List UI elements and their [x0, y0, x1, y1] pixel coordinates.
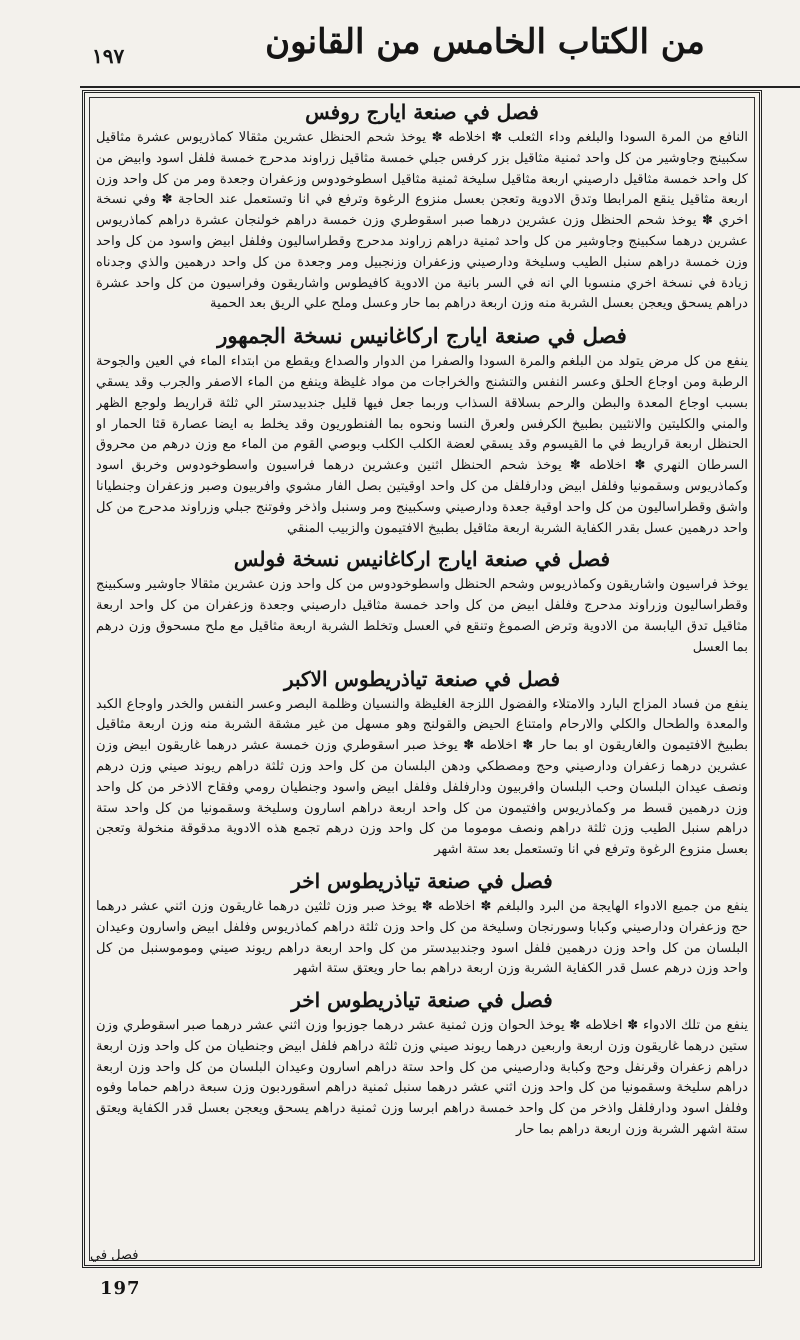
- section-body: النافع من المرة السودا والبلغم وداء الثعلب ✽ اخلاطه ✽ يوخذ شحم الحنظل عشرين مثقالا كماذريوس عشرة مثاقيل سكبينج وجاوشير من كل واحد ثمنية مثاقيل بزر كرفس جبلي خمسة مثاقيل زراوند مدحرج خمسة فلفل اسود وابيض من كل واحد خمسة مثاقيل دارصيني اربعة مثاقيل سليخة ثمنية مثاقيل اسطوخودوس وزعفران وجعدة ومر من كل واحد وزن اربعة مثاقيل ينقع المرابطا وتدق الادوية وتعجن بعسل منزوع الرغوة وترفع في انا وتستعمل عند الحاجة ✽ وفي نسخة اخري ✽ يوخذ شحم الحنظل وزن عشرين درهما صبر اسقوطري وزن خمسة دراهم خولنجان عشرة دراهم كماذريوس عشرين درهما سكبينج وجاوشير من كل واحد ثمنية دراهم زراوند مدحرج وقطراساليون وفلفل ابيض واسود من كل واحد وزن خمسة دراهم سنبل الطيب وسليخة ودارصيني وزعفران وزنجبيل ومر وجعدة من كل واحد درهمين والذي وجدناه زيادة في نسخة اخري منسوبا الي انه في السر بانية من الادوية كافيطوس واشاريقون وفراسيون من كل واحد عشرة دراهم يسحق ويعجن بعسل الشربة منه وزن اربعة دراهم بما حار وعسل وملح علي الريق بعد الحمية: [96, 130, 748, 312]
- section-body: ينفع من كل مرض يتولد من البلغم والمرة السودا والصفرا من الدوار والصداع ويقطع من ابتداء الماء في العين والجوحة الرطبة ومن اوجاع الحلق وعسر النفس والتشنج والخراجات من مواد غليظة وينفع من الماء الاصفر والجرب وقد يسقي بسبب اوجاع المعدة والبطن والرحم بسلاقة السذاب وربما جعل فيها قليل جندبيدستر الي ثلثة قراريط ولوجع الظهر والمني والكليتين والانثيين بطبيخ الكرفس ولعرق النسا ونحوه بما الفنطوريون وقد يخلط به ايضا عصارة قثا الحمار او الحنظل اربعة قراريط في ما القيسوم وقد يسقي لعضة الكلب الكلب وبوصي القوم من الماء مع وزن درهم من محروق السرطان النهري ✽ اخلاطه ✽ يوخذ شحم الحنظل اثنين وعشرين درهما فراسيون واسطوخودوس وخربق اسود وكماذريوس وسقمونيا وفلفل ابيض ودارفلفل من كل واحد اوقيتين بصل الفار مشوي وافربيون وصبر وزعفران وجنطيانا واشق وقطراساليون من كل واحد اوقية جعدة ودارصيني وسكبينج ومر وسنبل واذخر وفوتنج جبلي وزراوند مدحرج من كل واحد درهمين عسل بقدر الكفاية الشربة اربعة مثاقيل بطبيخ الافتيمون والزبيب المنقي: [96, 354, 748, 536]
- section-body: ينفع من تلك الادواء ✽ اخلاطه ✽ يوخذ الحوان وزن ثمنية عشر درهما جوزبوا وزن اثني عشر درهما صبر اسقوطري وزن ستين درهما غاريقون وزن اربعة واربعين درهما ريوند صيني وزن ثلثة دراهم فلفل ابيض وجنطيان من كل واحد وزن اربعة دراهم زعفران وقرنفل وحج وكبابة ودارصيني من كل واحد ستة دراهم اسارون وعيدان البلسان من كل واحد وزن اربعة دراهم سليخة وسقمونيا من كل واحد وزن اثني عشر درهما سنبل ثمنية دراهم اسقوردبون وزن سبعة دراهم حماما وفوه وفلفل اسود ودارفلفل واذخر من كل واحد خمسة دراهم ابرسا وزن ثمنية دراهم يسحق ويعجن بعسل قدر الكفاية ويعتق ستة اشهر الشربة وزن اربعة دراهم بما حار: [96, 1018, 748, 1138]
- section-heading: فصل في صنعة تياذريطوس اخر: [291, 868, 553, 893]
- section: [96, 988, 748, 1141]
- section-heading: فصل في صنعة تياذريطوس اخر: [291, 988, 553, 1013]
- section-heading: فصل في صنعة ايارج روفس: [305, 100, 539, 124]
- section-body: ينفع من فساد المزاج البارد والامتلاء والفضول اللزجة الغليظة والنسيان وظلمة البصر وعسر النفس والخدر واوجاع الكبد والمعدة والطحال والكلي والارحام وامتناع الحيض والقولنج وهو مسهل من غير مشقة الشربة منه وزن اربعة مثاقيل بطبيخ الافتيمون والغاريقون او بما حار ✽ اخلاطه ✽ يوخذ صبر اسقوطري وزن خمسة عشر درهما غاريقون ابيض وزن عشرين درهما زعفران ودارصيني وحج ومصطكي ودهن البلسان من كل واحد وزن ثلثة دراهم ريوند صيني وزن درهم ونصف عيدان البلسان وحب البلسان وافربيون ودارفلفل وفلفل ابيض واسود وجنطيان رومي وفقاح الاذخر من كل واحد وزن درهمين قسط مر وكماذريوس وافتيمون من كل واحد اربعة دراهم اسارون وسليخة وسقمونيا من كل واحد ستة دراهم سنبل الطيب وزن ثلثة دراهم ونصف موموما من كل واحد وزن درهم تجمع هذه الادوية مدقوقة منخولة وتعجن بعسل منزوع الرغوة وترفع في انا وتستعمل بعد ستة اشهر: [96, 696, 748, 858]
- main-text: [96, 98, 748, 1260]
- section: [96, 667, 748, 861]
- section: [96, 547, 748, 658]
- catchword: فصل في: [90, 1248, 139, 1263]
- running-title: من الكتاب الخامس من القانون: [265, 22, 705, 62]
- folio-number: 197: [100, 1278, 141, 1299]
- header-rule: [80, 86, 800, 88]
- section-heading: فصل في صنعة ايارج اركاغانيس نسخة الجمهور: [217, 323, 627, 349]
- section: [96, 869, 748, 980]
- section: [96, 100, 748, 315]
- page-header: [60, 14, 760, 84]
- section: [96, 323, 748, 539]
- section-heading: فصل في صنعة تياذريطوس الاكبر: [283, 666, 561, 691]
- section-body: ينفع من جميع الادواء الهايجة من البرد والبلغم ✽ اخلاطه ✽ يوخذ صبر وزن ثلثين درهما غاريقون وزن اثني عشر درهما حج وزعفران ودارصيني وكبابا وسورنجان وسليخة من كل واحد وزن ثلثة دراهم كماذريوس وفلفل ابيض واسارون وعيدان البلسان من كل واحد وزن درهمين فلفل اسود وجندبيدستر من كل واحد اربعة دراهم ريوند صيني وموموسنبل من كل واحد وزن درهم عسل قدر الكفاية الشربة وزن اربعة دراهم بما حار ويعتق ستة اشهر: [96, 898, 748, 977]
- page-number: ١٩٧: [92, 44, 125, 68]
- section-body: يوخذ فراسيون واشاريقون وكماذريوس وشحم الحنظل واسطوخودوس من كل واحد وزن عشرين مثقالا جاوشير وسكبينج وقطراساليون وزراوند مدحرج وفلفل ابيض من كل واحد خمسة مثاقيل دارصيني وجعدة وزعفران من كل واحد اربعة مثاقيل تدق اليابسة من الادوية وترض الصموغ وتنقع في العسل وتخلط الشربة اربعة مثاقيل مع ملح مسحوق وزن درهم بما العسل: [96, 577, 748, 655]
- section-heading: فصل في صنعة ايارج اركاغانيس نسخة فولس: [233, 547, 611, 572]
